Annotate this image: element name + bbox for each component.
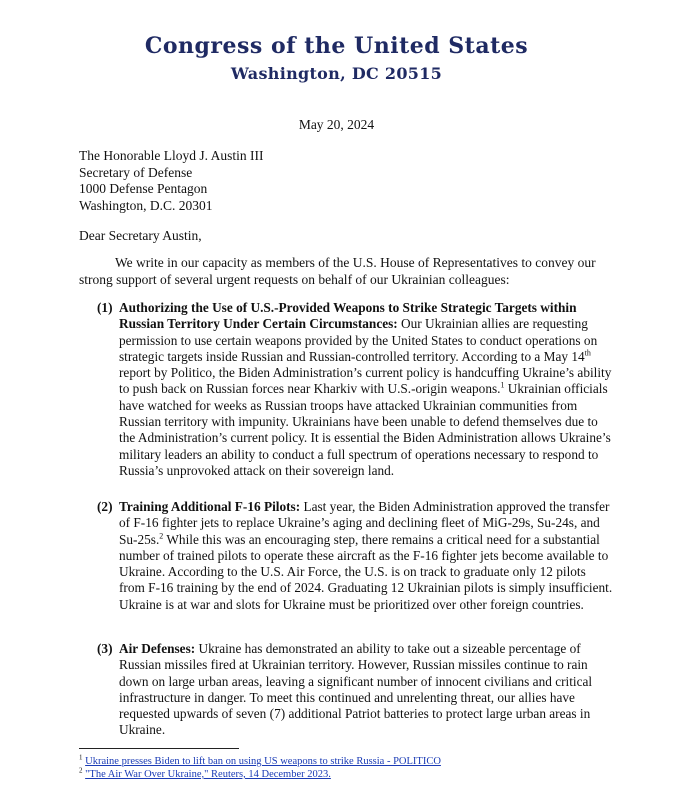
footnote-mark: 1 [79, 753, 83, 762]
footnote-link-politico[interactable]: Ukraine presses Biden to lift ban on using US weapons to strike Russia - POLITICO [85, 756, 441, 767]
recipient-address [79, 148, 263, 214]
recipient-name: The Honorable Lloyd J. Austin III [79, 148, 264, 163]
footnote-ref: 2 [159, 531, 164, 541]
letterhead-subtitle: Washington, DC 20515 [230, 64, 443, 83]
footnotes [79, 755, 441, 781]
item-text: Ukraine has demonstrated an ability to take out a sizeable percentage of Russian missiles fired at Ukrainian territory. However, Russian missiles continue to rain down on large urban areas, leaving a significant number of innocent civilians and critical infrastructure in danger. To meet this continued and unrelenting threat, our allies have requested upwards of seven (7) additional Patriot batteries to protect large urban areas in Ukraine. [119, 641, 593, 738]
intro-paragraph: We write in our capacity as members of the U.S. House of Representatives to convey our strong support of several urgent requests on behalf of our Ukrainian colleagues: [79, 255, 596, 287]
letterhead-title: Congress of the United States [144, 33, 529, 59]
salutation: Dear Secretary Austin, [79, 228, 202, 243]
superscript: th [584, 348, 591, 358]
footnote-1 [79, 755, 441, 768]
item-number: (1) [97, 300, 113, 315]
item-body [119, 641, 613, 739]
recipient-street: 1000 Defense Pentagon [79, 181, 208, 197]
item-body [119, 300, 613, 479]
footnote-link-reuters[interactable]: "The Air War Over Ukraine," Reuters, 14 December 2023. [85, 769, 331, 780]
recipient-city: Washington, D.C. 20301 [79, 197, 213, 213]
request-item-1 [97, 300, 613, 479]
item-heading: Air Defenses: [119, 641, 196, 656]
item-text: While this was an encouraging step, there remains a critical need for a substantial number of trained pilots to operate these aircraft as the F-16 fighter jets become available to Ukraine. According to the U.S. Air Force, the U.S. is on track to graduate only 12 pilots from F-16 training by the end of 2024. Graduating 12 Ukrainian pilots is simply insufficient. Ukraine is at war and slots for Ukraine must be prioritized over other foreign countries. [119, 531, 613, 612]
request-item-2 [97, 499, 613, 613]
item-text: report by Politico, the Biden Administration’s current policy is handcuffing Ukraine’s ability to push back on Russian forces near Kharkiv with U.S.-origin weapons. [119, 365, 612, 397]
item-number: (3) [97, 641, 113, 656]
footnote-ref: 1 [500, 381, 505, 391]
item-text: Ukrainian officials have watched for weeks as Russian troops have attacked Ukrainian communities from Russian territory with impunity. Ukrainians have been unable to defend themselves due to the Administration’s current policy. It is essential the Biden Administration allows Ukraine’s military leaders an ability to conduct a full spectrum of operations necessary to respond to Russia’s unprovoked attack on their sovereign land. [119, 381, 611, 478]
item-text: Our Ukrainian allies are requesting permission to use certain weapons provided by the United States to conduct operations on strategic targets inside Russian and Russian-controlled territory. According to a May 14 [119, 316, 598, 364]
item-text: Last year, the Biden Administration approved the transfer of F-16 fighter jets to replace Ukraine’s aging and declining fleet of MiG-29s, Su-24s, and Su-25s. [119, 499, 610, 547]
item-heading: Authorizing the Use of U.S.-Provided Weapons to Strike Strategic Targets within Russian Territory Under Certain Circumstances: [119, 300, 577, 332]
recipient-title: Secretary of Defense [79, 164, 193, 180]
item-body [119, 499, 613, 613]
item-number: (2) [97, 499, 113, 514]
item-heading: Training Additional F-16 Pilots: [119, 499, 301, 514]
footnote-mark: 2 [79, 766, 83, 775]
letter-date: May 20, 2024 [298, 117, 375, 132]
request-item-3 [97, 641, 613, 739]
footnote-2 [79, 768, 441, 781]
footnote-divider [79, 748, 239, 749]
